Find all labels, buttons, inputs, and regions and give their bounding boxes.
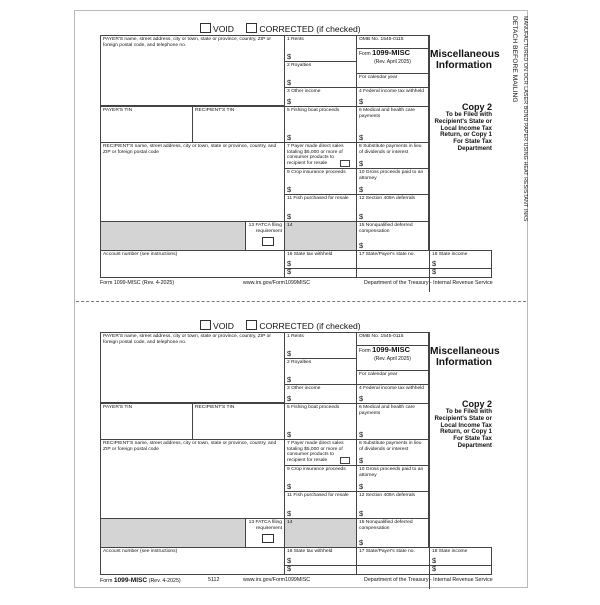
box7-direct-sales[interactable] [284, 439, 357, 466]
recipient-info-box[interactable] [100, 142, 285, 222]
account-label: Account number (see instructions) [103, 549, 178, 554]
box8-label: 8 Substitute payments in lieu of dividends or interest [359, 144, 422, 155]
box14 [284, 221, 357, 251]
box17-label: 17 State/Payer's state no. [359, 252, 415, 257]
dollar-sign: $ [359, 212, 364, 221]
calendar-label: For calendar year [359, 372, 398, 377]
box9-crop-insurance[interactable] [284, 465, 357, 492]
box14-label: 14 [287, 520, 293, 525]
dollar-sign: $ [432, 564, 437, 573]
box16-state-tax[interactable] [284, 250, 357, 278]
box16-label: 16 State tax withheld [287, 549, 333, 554]
fatca-checkbox[interactable] [262, 534, 274, 543]
corrected-checkbox[interactable] [246, 23, 257, 33]
footer-form [100, 577, 181, 584]
dollar-sign: $ [359, 133, 364, 142]
box4-federal-tax[interactable] [356, 384, 429, 404]
copy-number: Copy 2 [461, 102, 492, 112]
state-divider [430, 268, 491, 269]
box14 [284, 518, 357, 548]
box9-label: 9 Crop insurance proceeds [287, 467, 346, 472]
box2-label: 2 Royalties [287, 360, 312, 365]
box15-label: 15 Nonqualified deferred compensation [359, 520, 413, 531]
box10-label: 10 Gross proceeds paid to an attorney [359, 467, 424, 478]
detach-notice: DETACH BEFORE MAILING [511, 16, 518, 103]
form-copy-top [100, 22, 500, 308]
dollar-sign: $ [287, 430, 292, 439]
corrected-checkbox[interactable] [246, 320, 257, 330]
box11-fish-purchased[interactable] [284, 194, 357, 222]
box8-substitute-payments[interactable] [356, 439, 429, 466]
box3-label: 3 Other income [287, 386, 321, 391]
dollar-sign: $ [432, 556, 437, 565]
manufactured-notice: MANUFACTURED ON OCR LASER BOND PAPER USING HEAT RESISTANT INKS [522, 16, 528, 222]
copy-description: To be Filed with Recipient's State or Local Income Tax Return, or Copy 1 For State Tax Department [434, 408, 492, 449]
box15-label: 15 Nonqualified deferred compensation [359, 223, 413, 234]
form-rev: (Rev. April 2025) [374, 58, 411, 65]
state-divider [357, 268, 429, 269]
form-name: 1099-MISC [372, 345, 410, 354]
box6-medical[interactable] [356, 403, 429, 440]
dollar-sign: $ [359, 456, 364, 465]
omb-label: OMB No. 1545-0115 [359, 334, 404, 339]
copy-number: Copy 2 [461, 399, 492, 409]
dollar-sign: $ [287, 97, 292, 106]
box8-label: 8 Substitute payments in lieu of dividends or interest [359, 441, 422, 452]
form-title: Miscellaneous Information [430, 49, 500, 71]
corrected-label: CORRECTED (if checked) [259, 24, 361, 34]
box5-fishing-boat[interactable] [284, 106, 357, 143]
box7-checkbox[interactable] [340, 457, 350, 464]
account-label: Account number (see instructions) [103, 252, 178, 257]
box17-state-no[interactable] [356, 250, 430, 278]
void-corrected-row [200, 23, 361, 35]
dollar-sign: $ [287, 78, 292, 87]
recipient-info-label: RECIPIENT'S name, street address, city or town, state or province, country, and ZIP or foreign postal code [103, 441, 277, 452]
payer-tin-box[interactable] [100, 106, 193, 143]
recipient-info-label: RECIPIENT'S name, street address, city or town, state or province, country, and ZIP or foreign postal code [103, 144, 277, 155]
form-rev: (Rev. April 2025) [374, 355, 411, 362]
box13-fatca[interactable] [245, 221, 285, 251]
dollar-sign: $ [287, 482, 292, 491]
form-name: 1099-MISC [372, 48, 410, 57]
payer-info-label: PAYER'S name, street address, city or town, state or province, country, ZIP or foreign postal code, and telephone no. [103, 334, 272, 345]
dollar-sign: $ [359, 159, 364, 168]
form-prefix: Form [359, 51, 371, 57]
box4-federal-tax[interactable] [356, 87, 429, 107]
box14-label: 14 [287, 223, 293, 228]
box7-checkbox[interactable] [340, 160, 350, 167]
dollar-sign: $ [359, 430, 364, 439]
box7-direct-sales[interactable] [284, 142, 357, 169]
box1-rents[interactable] [284, 332, 357, 359]
dollar-sign: $ [287, 212, 292, 221]
void-label: VOID [213, 24, 235, 34]
omb-number [356, 332, 429, 346]
box17-label: 17 State/Payer's state no. [359, 549, 415, 554]
box13-label: 13 FATCA filing requirement [248, 223, 282, 234]
dollar-sign: $ [359, 241, 364, 250]
box3-other-income[interactable] [284, 384, 357, 404]
shaded-area [100, 518, 246, 548]
form-copy-bottom [100, 319, 500, 605]
calendar-year-box[interactable] [356, 73, 429, 88]
box18-state-income[interactable] [429, 547, 492, 575]
form-prefix: Form [359, 348, 371, 354]
state-divider [285, 268, 356, 269]
payer-tin-label: PAYER'S TIN [103, 108, 133, 113]
form-title: Miscellaneous Information [430, 346, 500, 368]
footer-form [100, 280, 174, 286]
box11-label: 11 Fish purchased for resale [287, 196, 349, 201]
box10-attorney[interactable] [356, 168, 429, 195]
dollar-sign: $ [359, 394, 364, 403]
copy-header [430, 399, 492, 450]
box5-fishing-boat[interactable] [284, 403, 357, 440]
dollar-sign: $ [287, 349, 292, 358]
box6-label: 6 Medical and health care payments [359, 405, 416, 416]
footer-form-name: 1099-MISC [113, 280, 141, 286]
shaded-area [100, 221, 246, 251]
box18-label: 18 State income [432, 549, 468, 554]
recipient-tin-label: RECIPIENT'S TIN [195, 108, 235, 113]
box6-medical[interactable] [356, 106, 429, 143]
box12-409a[interactable] [356, 491, 429, 519]
box13-fatca[interactable] [245, 518, 285, 548]
box17-state-no[interactable] [356, 547, 430, 575]
box15-nonqualified[interactable] [356, 518, 429, 548]
box15-nonqualified[interactable] [356, 221, 429, 251]
box3-other-income[interactable] [284, 87, 357, 107]
recipient-tin-label: RECIPIENT'S TIN [195, 405, 235, 410]
fatca-checkbox[interactable] [262, 237, 274, 246]
dollar-sign: $ [287, 556, 292, 565]
void-corrected-row [200, 320, 361, 332]
payer-info-box[interactable] [100, 35, 285, 106]
state-divider [285, 565, 356, 566]
payer-tin-label: PAYER'S TIN [103, 405, 133, 410]
box12-label: 12 Section 409A deferrals [359, 493, 416, 498]
box5-label: 5 Fishing boat proceeds [287, 108, 340, 113]
box7-label: 7 Payer made direct sales totaling $5,000 or more of consumer products to recipient for resale [287, 441, 344, 463]
form-id-box [356, 345, 429, 371]
recipient-tin-box[interactable] [192, 403, 285, 440]
dollar-sign: $ [287, 394, 292, 403]
dollar-sign: $ [432, 267, 437, 276]
payer-info-box[interactable] [100, 332, 285, 403]
box5-label: 5 Fishing boat proceeds [287, 405, 340, 410]
dollar-sign: $ [287, 375, 292, 384]
box2-royalties[interactable] [284, 358, 357, 385]
calendar-year-box[interactable] [356, 370, 429, 385]
box4-label: 4 Federal income tax withheld [359, 386, 424, 391]
void-label: VOID [213, 321, 235, 331]
dollar-sign: $ [287, 564, 292, 573]
box12-label: 12 Section 409A deferrals [359, 196, 416, 201]
dollar-sign: $ [287, 509, 292, 518]
box8-substitute-payments[interactable] [356, 142, 429, 169]
footer-code: 5112 [208, 577, 220, 583]
dollar-sign: $ [359, 185, 364, 194]
payer-info-label: PAYER'S name, street address, city or town, state or province, country, ZIP or foreign postal code, and telephone no. [103, 37, 272, 48]
account-number-box[interactable] [100, 250, 285, 278]
corrected-label: CORRECTED (if checked) [259, 321, 361, 331]
box10-attorney[interactable] [356, 465, 429, 492]
box12-409a[interactable] [356, 194, 429, 222]
box2-label: 2 Royalties [287, 63, 312, 68]
dollar-sign: $ [359, 509, 364, 518]
footer-rev: (Rev. 4-2025) [142, 280, 175, 286]
dollar-sign: $ [432, 259, 437, 268]
state-divider [357, 565, 429, 566]
dollar-sign: $ [287, 185, 292, 194]
box9-crop-insurance[interactable] [284, 168, 357, 195]
footer-form-name: 1099-MISC [113, 577, 148, 584]
box1-label: 1 Rents [287, 37, 304, 42]
box16-label: 16 State tax withheld [287, 252, 333, 257]
box3-label: 3 Other income [287, 89, 321, 94]
account-number-box[interactable] [100, 547, 285, 575]
recipient-info-box[interactable] [100, 439, 285, 519]
box6-label: 6 Medical and health care payments [359, 108, 416, 119]
dollar-sign: $ [287, 133, 292, 142]
box11-label: 11 Fish purchased for resale [287, 493, 349, 498]
box2-royalties[interactable] [284, 61, 357, 88]
copy-description: To be Filed with Recipient's State or Local Income Tax Return, or Copy 1 For State Tax Department [434, 111, 492, 152]
state-divider [430, 565, 491, 566]
copy-header [430, 102, 492, 153]
box7-label: 7 Payer made direct sales totaling $5,000 or more of consumer products to recipient for resale [287, 144, 344, 166]
box18-state-income[interactable] [429, 250, 492, 278]
box10-label: 10 Gross proceeds paid to an attorney [359, 170, 424, 181]
omb-number [356, 35, 429, 49]
form-id-box [356, 48, 429, 74]
box1-rents[interactable] [284, 35, 357, 62]
footer-prefix: Form [100, 578, 113, 584]
box1-label: 1 Rents [287, 334, 304, 339]
dollar-sign: $ [287, 267, 292, 276]
footer-dept: Department of the Treasury - Internal Revenue Service [364, 280, 493, 286]
footer-url: www.irs.gov/Form1099MISC [243, 577, 311, 583]
void-checkbox[interactable] [200, 23, 211, 33]
dollar-sign: $ [359, 97, 364, 106]
omb-label: OMB No. 1545-0115 [359, 37, 404, 42]
dollar-sign: $ [287, 52, 292, 61]
box16-state-tax[interactable] [284, 547, 357, 575]
void-checkbox[interactable] [200, 320, 211, 330]
calendar-label: For calendar year [359, 75, 398, 80]
box11-fish-purchased[interactable] [284, 491, 357, 519]
footer-rev: (Rev. 4-2025) [148, 578, 181, 584]
dollar-sign: $ [359, 538, 364, 547]
recipient-tin-box[interactable] [192, 106, 285, 143]
box13-label: 13 FATCA filing requirement [248, 520, 282, 531]
footer-url: www.irs.gov/Form1099MISC [243, 280, 311, 286]
dollar-sign: $ [359, 482, 364, 491]
box18-label: 18 State income [432, 252, 468, 257]
footer-dept: Department of the Treasury - Internal Revenue Service [364, 577, 493, 583]
box9-label: 9 Crop insurance proceeds [287, 170, 346, 175]
footer-prefix: Form [100, 280, 113, 286]
dollar-sign: $ [287, 259, 292, 268]
box4-label: 4 Federal income tax withheld [359, 89, 424, 94]
payer-tin-box[interactable] [100, 403, 193, 440]
